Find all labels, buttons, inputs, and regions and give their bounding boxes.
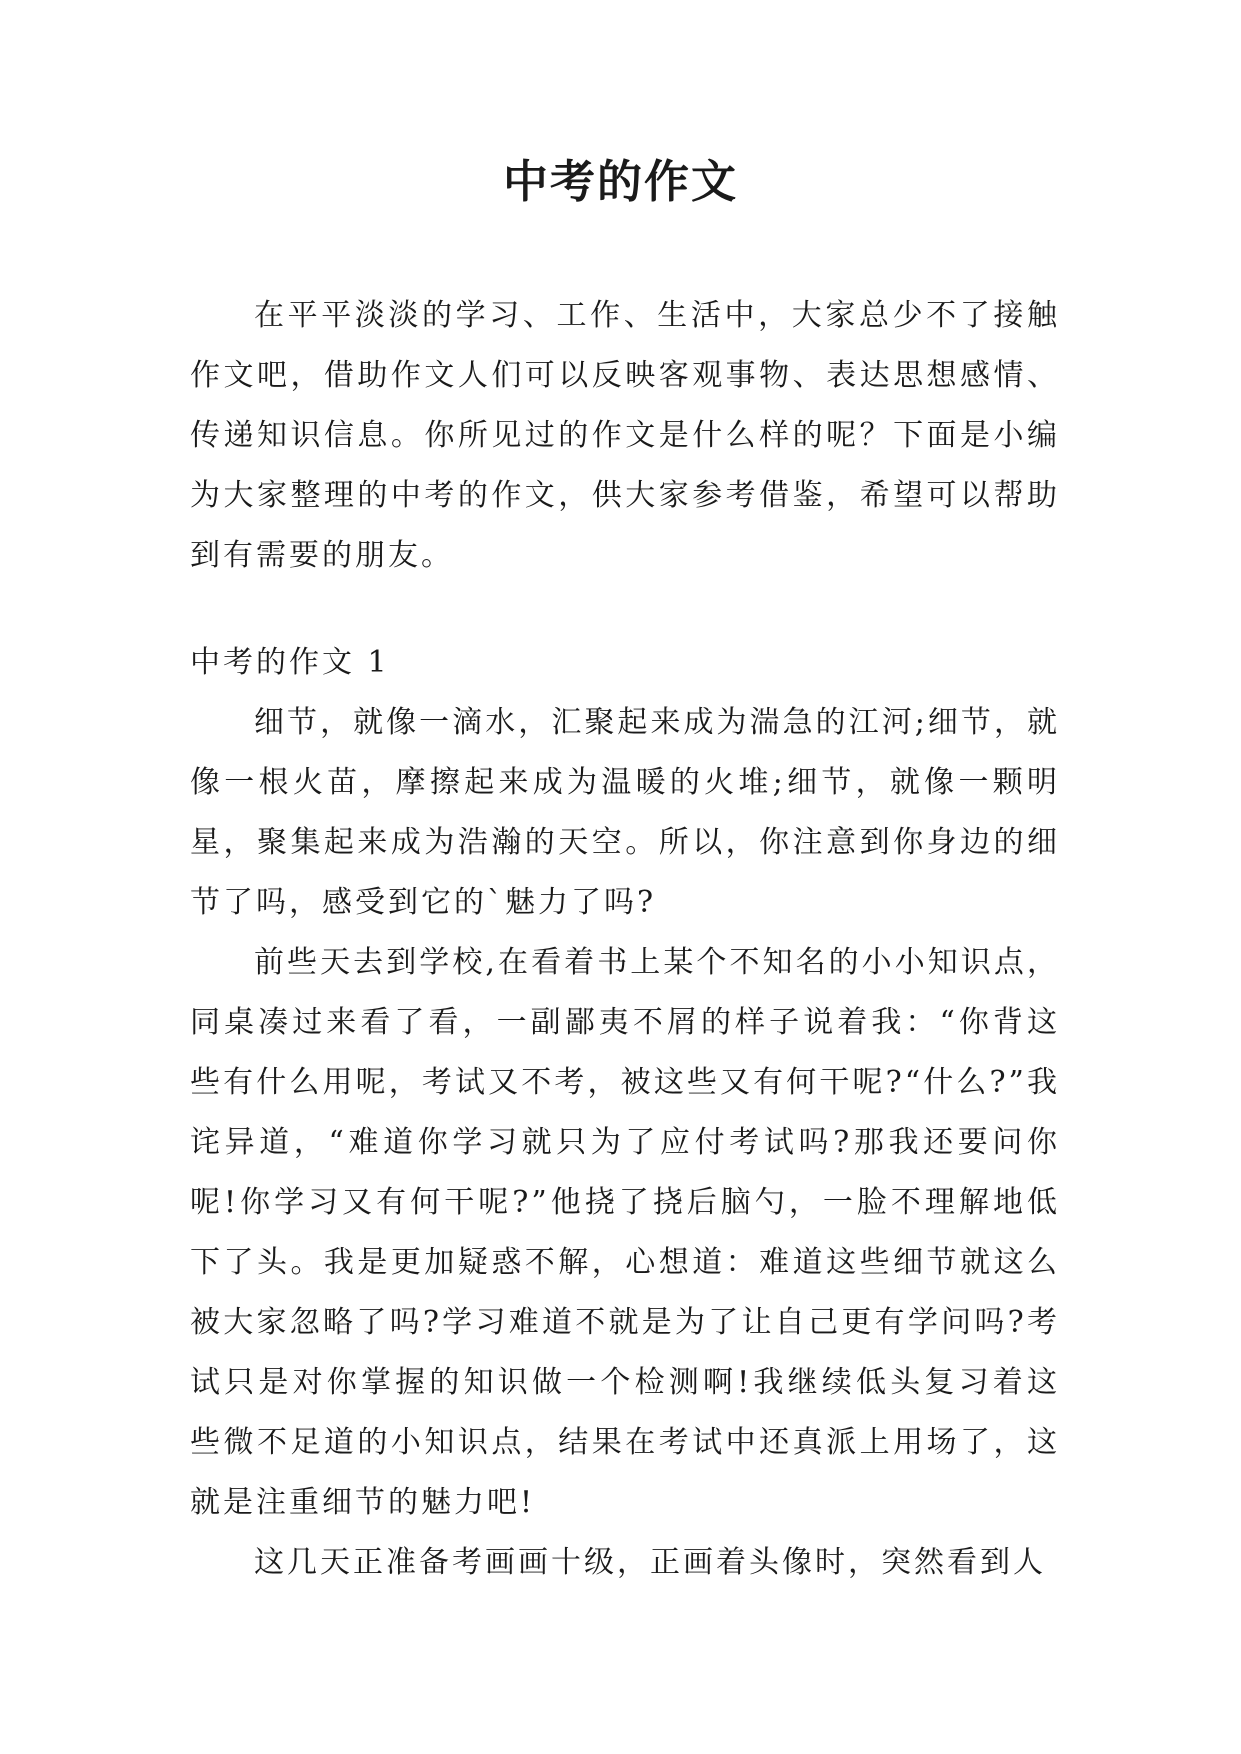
essay-paragraph: 前些天去到学校,在看着书上某个不知名的小小知识点，同桌凑过来看了看，一副鄙夷不屑的样子说着我：“你背这些有什么用呢，考试又不考，被这些又有何干呢?“什么?”我诧异道，“难道你学习就只为了应付考试吗?那我还要问你呢!你学习又有何干呢?”他挠了挠后脑勺，一脸不理解地低下了头。我是更加疑惑不解，心想道：难道这些细节就这么被大家忽略了吗?学习难道不就是为了让自己更有学问吗?考试只是对你掌握的知识做一个检测啊!我继续低头复习着这些微不足道的小知识点，结果在考试中还真派上用场了，这就是注重细节的魅力吧! <box>190 945 1060 1520</box>
essay-section-1 <box>190 633 1060 1593</box>
essay-paragraph: 这几天正准备考画画十级，正画着头像时，突然看到人 <box>254 1545 1046 1580</box>
intro-paragraph: 在平平淡淡的学习、工作、生活中，大家总少不了接触作文吧，借助作文人们可以反映客观事物、表达思想感情、传递知识信息。你所见过的作文是什么样的呢？下面是小编为大家整理的中考的作文，供大家参考借鉴，希望可以帮助到有需要的朋友。 <box>190 298 1060 573</box>
document-title: 中考的作文 <box>502 155 738 208</box>
intro-block <box>190 286 1060 586</box>
section-heading: 中考的作文 1 <box>190 645 390 680</box>
essay-paragraph: 细节，就像一滴水，汇聚起来成为湍急的江河;细节，就像一根火苗，摩擦起来成为温暖的火堆;细节，就像一颗明星，聚集起来成为浩瀚的天空。所以，你注意到你身边的细节了吗，感受到它的`魅力了吗? <box>190 705 1060 920</box>
